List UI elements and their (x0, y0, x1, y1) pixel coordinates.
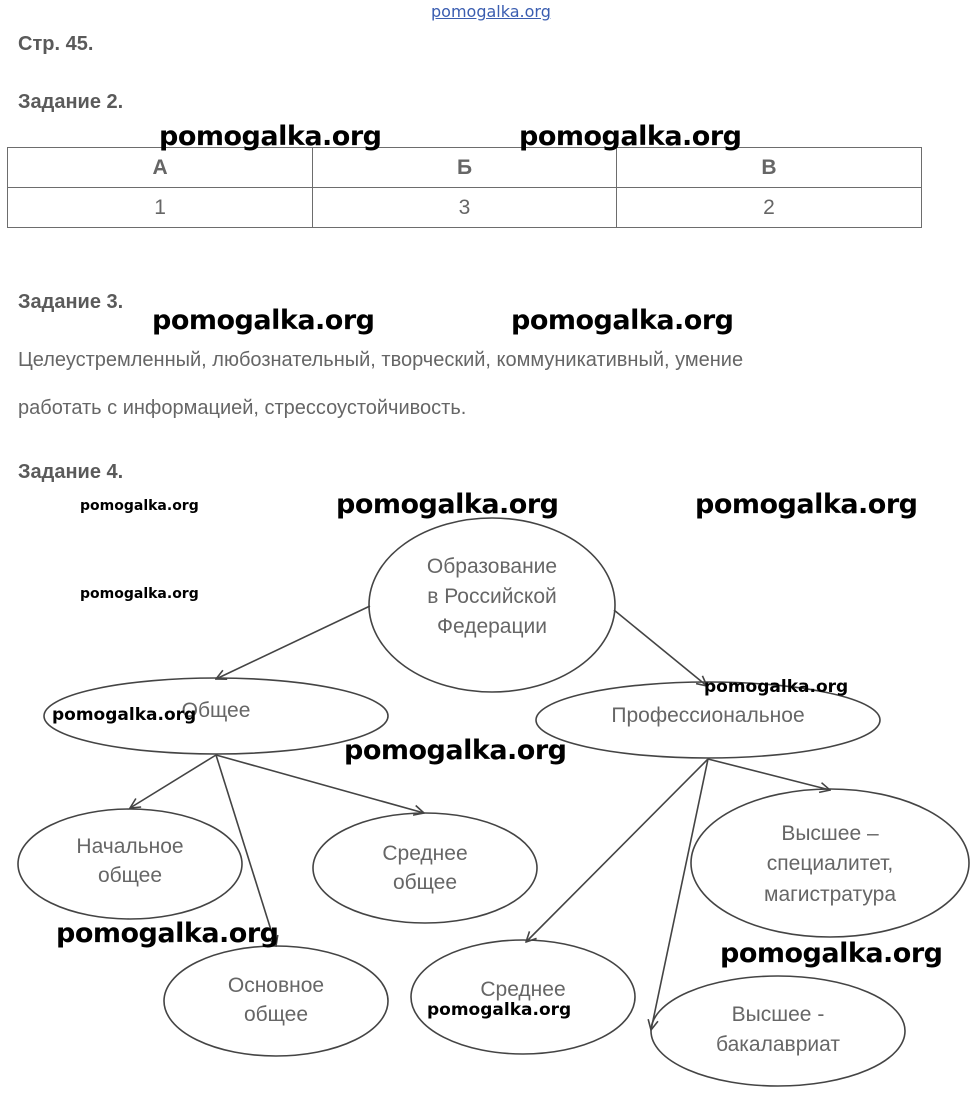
watermark-text: pomogalka.org (704, 677, 849, 697)
watermark-text: pomogalka.org (80, 498, 199, 514)
watermark-text: pomogalka.org (159, 121, 382, 152)
watermark-text: pomogalka.org (720, 938, 943, 969)
top-watermark-link[interactable]: pomogalka.org (431, 2, 551, 21)
table-cell-a: 1 (8, 188, 313, 228)
arrow-general-primary (130, 755, 216, 808)
arrow-prof-secondary (526, 759, 708, 942)
watermark-text: pomogalka.org (519, 121, 742, 152)
node-higher-bachelor-line2: бакалавриат (716, 1033, 840, 1056)
node-higher-specialist-line2: специалитет, (766, 852, 894, 875)
node-primary-line2: общее (97, 864, 163, 887)
node-secondary-prof-label: Среднее (480, 978, 566, 1001)
node-secondary-general-line2: общее (392, 871, 458, 894)
arrow-root-general (216, 606, 370, 679)
arrow-prof-bachelor (651, 759, 708, 1030)
node-professional-label: Профессиональное (611, 704, 805, 727)
watermark-text: pomogalka.org (52, 705, 197, 725)
node-higher-specialist-line1: Высшее – (781, 822, 879, 845)
task4-heading: Задание 4. (18, 461, 124, 483)
task3-heading: Задание 3. (18, 291, 124, 313)
task3-answer-line1: Целеустремленный, любознательный, творческий, коммуникативный, умение (18, 349, 744, 371)
task2-heading: Задание 2. (18, 91, 124, 113)
node-higher-specialist-line3: магистратура (764, 883, 896, 906)
node-primary-line1: Начальное (76, 835, 184, 858)
watermark-text: pomogalka.org (427, 1000, 572, 1020)
arrow-prof-higher-specialist (708, 759, 830, 790)
watermark-text: pomogalka.org (336, 489, 559, 520)
page-label: Стр. 45. (18, 33, 94, 55)
watermark-text: pomogalka.org (152, 305, 375, 336)
table-header-v: В (616, 148, 921, 188)
node-higher-bachelor-line1: Высшее - (731, 1003, 825, 1026)
node-general-label: Общее (181, 699, 251, 722)
node-basic-line1: Основное (227, 974, 325, 997)
node-higher-bachelor-ellipse (651, 976, 905, 1086)
node-secondary-general-line1: Среднее (382, 842, 468, 865)
node-root-line1: Образование (426, 555, 558, 578)
watermark-text: pomogalka.org (344, 735, 567, 766)
node-basic-ellipse (164, 946, 388, 1056)
watermark-text: pomogalka.org (80, 586, 199, 602)
node-secondary-general-ellipse (313, 813, 537, 923)
task3-answer-line2: работать с информацией, стрессоустойчивость. (18, 397, 467, 419)
table-cell-b: 3 (313, 188, 617, 228)
arrow-root-professional (614, 610, 707, 686)
table-header-a: А (8, 148, 313, 188)
table-header-b: Б (313, 148, 617, 188)
table-cell-v: 2 (616, 188, 921, 228)
node-basic-line2: общее (243, 1003, 309, 1026)
watermark-text: pomogalka.org (695, 489, 918, 520)
watermark-text: pomogalka.org (511, 305, 734, 336)
node-root-line3: Федерации (437, 615, 547, 638)
watermark-text: pomogalka.org (56, 918, 279, 949)
node-root-line2: в Российской (427, 585, 557, 608)
